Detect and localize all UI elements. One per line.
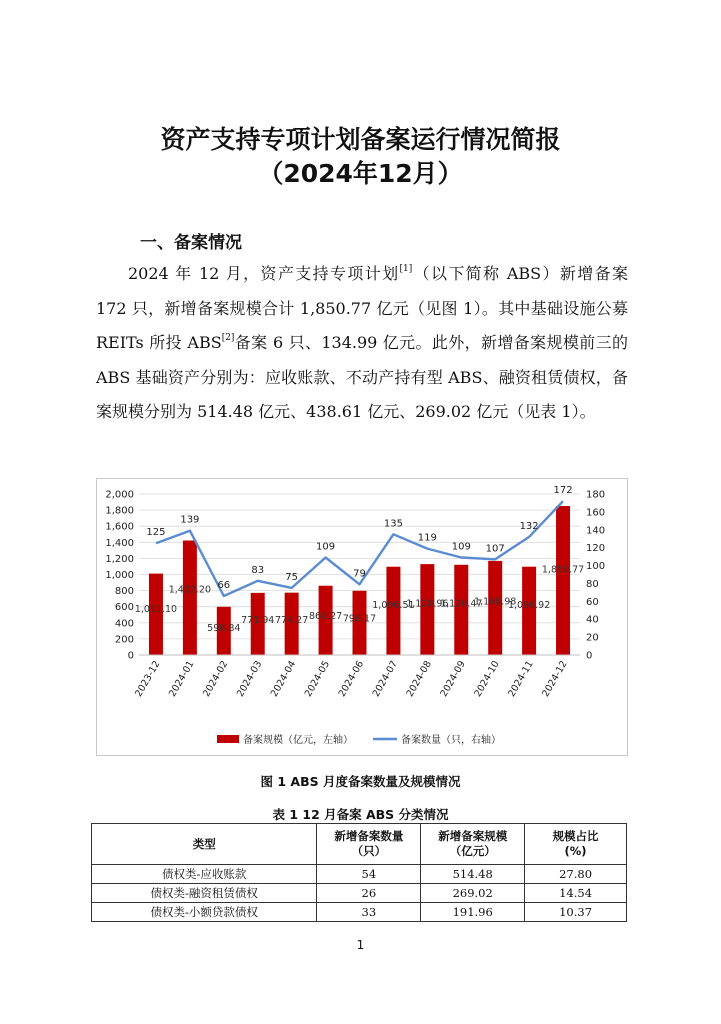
line-data-label: 139 — [180, 514, 200, 526]
left-axis-tick-label: 1,200 — [105, 553, 134, 565]
table-row — [92, 903, 627, 922]
cell-count: 26 — [317, 884, 421, 903]
cell-count: 33 — [317, 903, 421, 922]
para-text-2: （以下简称 ABS）新增备案 172 只，新增备案规模合计 1,850.77 亿元（见图 1）。其中基础设施公募 REITs 所投 ABS — [96, 264, 628, 352]
legend-bar-label: 备案规模（亿元，左轴） — [243, 735, 353, 746]
line-data-label: 75 — [285, 571, 299, 583]
bar-data-label: 1,128.96 — [406, 598, 449, 610]
report-subtitle: （2024年12月） — [258, 159, 463, 188]
bar-data-label: 1,422.20 — [168, 584, 212, 596]
x-axis-tick-label: 2024-09 — [438, 659, 468, 699]
bar-data-label: 1,011.10 — [134, 603, 178, 615]
bar-data-label: 1,096.51 — [372, 599, 415, 611]
x-axis-tick-label: 2024-06 — [336, 659, 367, 699]
header-type: 类型 — [92, 824, 317, 865]
cell-scale: 191.96 — [421, 903, 525, 922]
table-row — [92, 865, 627, 884]
x-axis-tick-label: 2024-05 — [302, 659, 333, 699]
bar-data-label: 598.84 — [207, 623, 241, 635]
line-data-label: 125 — [146, 527, 166, 539]
left-axis-tick-label: 800 — [114, 586, 134, 598]
legend-line-label: 备案数量（只，右轴） — [401, 735, 501, 746]
left-axis-tick-label: 1,000 — [105, 570, 134, 581]
table-row — [92, 884, 627, 903]
cell-type: 债权类-小额贷款债权 — [92, 903, 317, 922]
x-axis-tick-label: 2024-08 — [404, 659, 434, 699]
line-data-label: 109 — [316, 541, 336, 553]
right-axis-tick-label: 0 — [586, 650, 593, 662]
line-data-label: 109 — [451, 541, 471, 553]
cell-scale: 269.02 — [421, 884, 525, 903]
cell-share: 14.54 — [525, 884, 627, 903]
bar — [556, 506, 570, 655]
right-axis-tick-label: 60 — [586, 596, 599, 608]
chart-svg — [97, 479, 627, 755]
bar-data-label: 1,096.92 — [507, 599, 551, 611]
cell-share: 27.80 — [525, 865, 627, 884]
x-axis-tick-label: 2024-07 — [370, 659, 401, 699]
right-axis-tick-label: 140 — [586, 525, 606, 537]
bar — [454, 565, 468, 655]
right-axis-tick-label: 80 — [586, 578, 599, 590]
para-text-3: 备案 6 只、134.99 亿元。此外，新增备案规模前三的 ABS 基础资产分别为：应收账款、不动产持有型 ABS、融资租赁债权，备案规模分别为 514.48 亿元、438.61 亿元、269.02 亿元（见表 1）。 — [96, 333, 628, 421]
bar-data-label: 1,850.77 — [541, 564, 585, 576]
left-axis-tick-label: 2,000 — [105, 489, 134, 501]
x-axis-tick-label: 2024-12 — [540, 659, 570, 699]
table-caption: 表 1 12 月备案 ABS 分类情况 — [272, 807, 449, 822]
bar-data-label: 798.17 — [342, 613, 377, 625]
x-axis-tick-label: 2024-03 — [234, 659, 265, 699]
left-axis-tick-label: 400 — [114, 618, 134, 630]
right-axis-tick-label: 160 — [586, 507, 606, 519]
header-count: 新增备案数量 （只） — [317, 824, 421, 865]
bar-data-label: 860.27 — [308, 610, 343, 622]
x-axis-tick-label: 2023-12 — [133, 659, 163, 699]
x-axis-tick-label: 2024-02 — [201, 659, 231, 699]
abs-monthly-chart — [96, 478, 628, 756]
right-axis-tick-label: 180 — [586, 489, 606, 501]
line-data-label: 107 — [485, 543, 505, 555]
para-text-1: 2024 年 12 月，资产支持专项计划 — [128, 264, 400, 283]
line-data-label: 83 — [251, 564, 265, 576]
footnote-ref-1[interactable]: [1] — [399, 264, 413, 274]
figure-caption: 图 1 ABS 月度备案数量及规模情况 — [260, 774, 461, 789]
x-axis-tick-label: 2024-10 — [472, 659, 502, 699]
cell-type: 债权类-融资租赁债权 — [92, 884, 317, 903]
bar — [488, 561, 502, 655]
header-scale: 新增备案规模 （亿元） — [421, 824, 525, 865]
left-axis-tick-label: 1,400 — [105, 537, 134, 549]
bar — [183, 541, 197, 655]
right-axis-tick-label: 20 — [586, 632, 599, 644]
cell-type: 债权类-应收账款 — [92, 865, 317, 884]
left-axis-tick-label: 200 — [114, 634, 134, 646]
bar-data-label: 774.27 — [275, 614, 309, 626]
cell-scale: 514.48 — [421, 865, 525, 884]
x-axis-tick-label: 2024-01 — [167, 659, 197, 699]
cell-share: 10.37 — [525, 903, 627, 922]
abs-classification-table — [91, 823, 627, 922]
legend-bar-swatch — [217, 735, 239, 743]
bar — [386, 567, 400, 655]
right-axis-tick-label: 40 — [586, 614, 599, 626]
footnote-ref-2[interactable]: [2] — [221, 333, 235, 343]
left-axis-tick-label: 600 — [114, 602, 134, 614]
bar-data-label: 771.94 — [241, 614, 275, 626]
right-axis-tick-label: 100 — [586, 561, 606, 573]
left-axis-tick-label: 0 — [127, 650, 134, 662]
section-heading: 一、备案情况 — [140, 233, 242, 253]
cell-count: 54 — [317, 865, 421, 884]
page-number: 1 — [356, 938, 365, 952]
bar — [522, 567, 536, 655]
line-data-label: 119 — [417, 532, 437, 544]
line-data-label: 79 — [353, 568, 366, 580]
bar-data-label: 1,120.47 — [440, 598, 483, 610]
line-data-label: 172 — [553, 485, 573, 497]
left-axis-tick-label: 1,800 — [105, 505, 134, 517]
line-data-label: 66 — [217, 579, 231, 591]
right-axis-tick-label: 120 — [586, 543, 606, 555]
left-axis-tick-label: 1,600 — [105, 521, 134, 533]
table-header-row — [92, 824, 627, 865]
report-title: 资产支持专项计划备案运行情况简报 — [160, 125, 561, 154]
bar — [420, 564, 434, 655]
line-data-label: 132 — [519, 520, 539, 532]
body-paragraph — [96, 257, 628, 430]
x-axis-tick-label: 2024-11 — [506, 659, 536, 699]
bar-data-label: 1,168.98 — [474, 596, 517, 608]
x-axis-tick-label: 2024-04 — [268, 659, 299, 699]
line-data-label: 135 — [383, 518, 403, 530]
header-share: 规模占比 (%) — [525, 824, 627, 865]
